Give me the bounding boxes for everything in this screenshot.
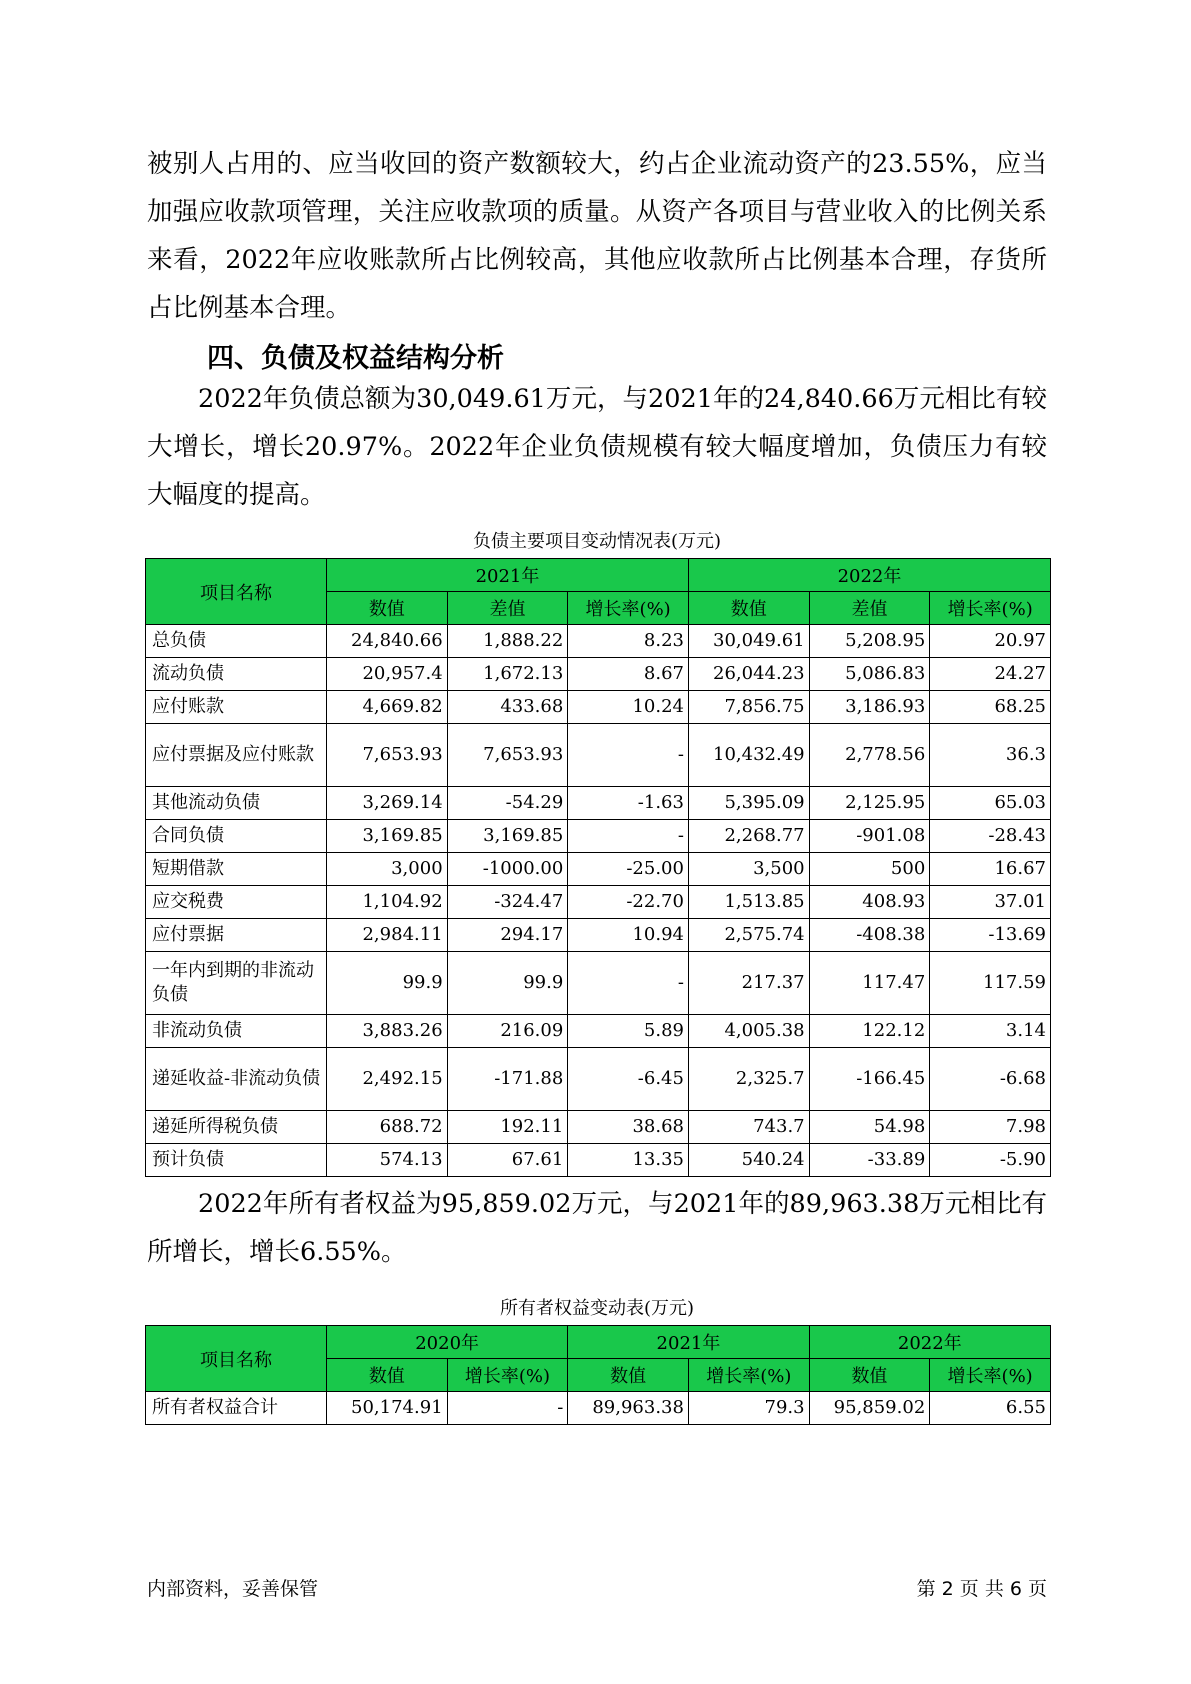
cell-rate-2022: -6.68 [930,1048,1051,1111]
table-row [146,1111,1051,1144]
cell-rate-2022: -13.69 [930,919,1051,952]
cell-value-2021: 7,653.93 [326,724,447,787]
row-name: 递延收益-非流动负债 [146,1048,327,1111]
cell-value-2021: 3,883.26 [326,1015,447,1048]
header-diff: 差值 [447,592,568,625]
cell-value-2021: 4,669.82 [326,691,447,724]
cell-value-2022: 2,325.7 [688,1048,809,1111]
cell-rate-2021: -25.00 [568,853,689,886]
cell-value-2022: 3,500 [688,853,809,886]
header-value: 数值 [688,592,809,625]
cell-value-2022: 217.37 [688,952,809,1015]
cell-rate-2022: -28.43 [930,820,1051,853]
table-row [146,724,1051,787]
cell-rate-2021: - [568,952,689,1015]
cell-value-2022: 2,575.74 [688,919,809,952]
table2-caption: 所有者权益变动表(万元) [499,1298,695,1319]
cell-value-2022: 743.7 [688,1111,809,1144]
cell-diff-2022: 5,086.83 [809,658,930,691]
row-name: 所有者权益合计 [146,1392,327,1425]
table-row [146,1015,1051,1048]
row-name: 其他流动负债 [146,787,327,820]
cell-diff-2022: -166.45 [809,1048,930,1111]
cell-value-2022: 95,859.02 [809,1392,930,1425]
cell-value-2022: 540.24 [688,1144,809,1177]
table-row [146,1392,1051,1425]
table-row [146,1048,1051,1111]
cell-diff-2021: -54.29 [447,787,568,820]
header-year-2021: 2021年 [568,1326,809,1359]
header-rate: 增长率(%) [688,1359,809,1392]
header-diff: 差值 [809,592,930,625]
page-number: 第 2 页 共 6 页 [916,1578,1047,1600]
cell-value-2021: 2,984.11 [326,919,447,952]
footer-confidential: 内部资料，妥善保管 [147,1578,319,1600]
header-year-2020: 2020年 [326,1326,567,1359]
header-value: 数值 [326,592,447,625]
cell-diff-2022: -33.89 [809,1144,930,1177]
cell-rate-2022: 3.14 [930,1015,1051,1048]
header-rate: 增长率(%) [930,1359,1051,1392]
table-row [146,952,1051,1015]
cell-diff-2021: 3,169.85 [447,820,568,853]
table-row [146,1144,1051,1177]
paragraph-receivables: 被别人占用的、应当收回的资产数额较大，约占企业流动资产的23.55%，应当加强应收款项管理，关注应收款项的质量。从资产各项目与营业收入的比例关系来看，2022年应收账款所占比例较高，其他应收款所占比例基本合理，存货所占比例基本合理。 [147,149,1047,323]
table-row [146,625,1051,658]
cell-diff-2022: 117.47 [809,952,930,1015]
header-value: 数值 [568,1359,689,1392]
cell-diff-2022: -408.38 [809,919,930,952]
table-row [146,820,1051,853]
cell-diff-2021: 99.9 [447,952,568,1015]
header-year-2021: 2021年 [326,559,688,592]
cell-value-2022: 4,005.38 [688,1015,809,1048]
cell-value-2021: 24,840.66 [326,625,447,658]
cell-rate-2021: 79.3 [688,1392,809,1425]
header-value: 数值 [326,1359,447,1392]
equity-table [145,1325,1051,1425]
cell-rate-2021: 38.68 [568,1111,689,1144]
cell-value-2020: 50,174.91 [326,1392,447,1425]
cell-value-2021: 20,957.4 [326,658,447,691]
row-name: 应付票据及应付账款 [146,724,327,787]
cell-value-2021: 574.13 [326,1144,447,1177]
cell-value-2021: 3,000 [326,853,447,886]
cell-rate-2022: 24.27 [930,658,1051,691]
header-year-2022: 2022年 [809,1326,1050,1359]
row-name: 应付票据 [146,919,327,952]
table1-caption: 负债主要项目变动情况表(万元) [472,531,722,552]
row-name: 应交税费 [146,886,327,919]
row-name: 应付账款 [146,691,327,724]
cell-diff-2022: 2,125.95 [809,787,930,820]
cell-diff-2022: 408.93 [809,886,930,919]
cell-rate-2022: 36.3 [930,724,1051,787]
cell-diff-2022: 122.12 [809,1015,930,1048]
header-rate: 增长率(%) [930,592,1051,625]
cell-rate-2022: 16.67 [930,853,1051,886]
cell-diff-2021: 7,653.93 [447,724,568,787]
cell-diff-2021: 67.61 [447,1144,568,1177]
liabilities-table [145,558,1051,1177]
cell-rate-2021: 5.89 [568,1015,689,1048]
table-row [146,853,1051,886]
header-item-name: 项目名称 [146,559,327,625]
cell-rate-2022: 68.25 [930,691,1051,724]
row-name: 预计负债 [146,1144,327,1177]
cell-rate-2021: - [568,820,689,853]
header-year-2022: 2022年 [688,559,1050,592]
section-heading: 四、负债及权益结构分析 [207,343,504,374]
cell-rate-2022: 37.01 [930,886,1051,919]
paragraph-liabilities: 2022年负债总额为30,049.61万元，与2021年的24,840.66万元相比有较大增长，增长20.97%。2022年企业负债规模有较大幅度增加，负债压力有较大幅度的提高。 [147,384,1047,510]
cell-diff-2022: 3,186.93 [809,691,930,724]
cell-value-2021: 99.9 [326,952,447,1015]
table-row [146,886,1051,919]
cell-value-2022: 30,049.61 [688,625,809,658]
cell-value-2022: 2,268.77 [688,820,809,853]
cell-value-2021: 3,269.14 [326,787,447,820]
row-name: 一年内到期的非流动负债 [146,952,327,1015]
cell-diff-2021: -324.47 [447,886,568,919]
cell-value-2022: 1,513.85 [688,886,809,919]
cell-rate-2021: 10.94 [568,919,689,952]
cell-diff-2022: 54.98 [809,1111,930,1144]
row-name: 短期借款 [146,853,327,886]
table-row [146,691,1051,724]
header-rate: 增长率(%) [568,592,689,625]
cell-diff-2021: -1000.00 [447,853,568,886]
cell-rate-2021: 8.23 [568,625,689,658]
row-name: 流动负债 [146,658,327,691]
cell-diff-2022: 500 [809,853,930,886]
cell-rate-2022: 20.97 [930,625,1051,658]
row-name: 非流动负债 [146,1015,327,1048]
cell-rate-2022: 117.59 [930,952,1051,1015]
cell-diff-2021: 1,888.22 [447,625,568,658]
cell-diff-2021: 216.09 [447,1015,568,1048]
cell-value-2021: 89,963.38 [568,1392,689,1425]
cell-rate-2021: 10.24 [568,691,689,724]
row-name: 总负债 [146,625,327,658]
cell-diff-2021: 433.68 [447,691,568,724]
cell-rate-2021: 8.67 [568,658,689,691]
cell-diff-2022: 5,208.95 [809,625,930,658]
cell-rate-2022: 7.98 [930,1111,1051,1144]
liabilities-table-body [146,625,1051,1177]
cell-rate-2021: -1.63 [568,787,689,820]
cell-diff-2022: -901.08 [809,820,930,853]
cell-rate-2022: -5.90 [930,1144,1051,1177]
header-value: 数值 [809,1359,930,1392]
cell-rate-2022: 65.03 [930,787,1051,820]
cell-diff-2021: 192.11 [447,1111,568,1144]
cell-diff-2022: 2,778.56 [809,724,930,787]
paragraph-equity: 2022年所有者权益为95,859.02万元，与2021年的89,963.38万元相比有所增长，增长6.55%。 [147,1189,1047,1267]
cell-rate-2021: -22.70 [568,886,689,919]
cell-diff-2021: 1,672.13 [447,658,568,691]
header-item-name: 项目名称 [146,1326,327,1392]
cell-value-2021: 2,492.15 [326,1048,447,1111]
cell-value-2022: 7,856.75 [688,691,809,724]
row-name: 合同负债 [146,820,327,853]
cell-rate-2022: 6.55 [930,1392,1051,1425]
table-row [146,919,1051,952]
cell-rate-2021: - [568,724,689,787]
cell-value-2021: 3,169.85 [326,820,447,853]
cell-value-2022: 5,395.09 [688,787,809,820]
row-name: 递延所得税负债 [146,1111,327,1144]
table-row [146,658,1051,691]
cell-diff-2021: 294.17 [447,919,568,952]
cell-rate-2021: -6.45 [568,1048,689,1111]
cell-rate-2020: - [447,1392,568,1425]
cell-value-2022: 26,044.23 [688,658,809,691]
cell-value-2021: 688.72 [326,1111,447,1144]
cell-value-2022: 10,432.49 [688,724,809,787]
cell-rate-2021: 13.35 [568,1144,689,1177]
cell-value-2021: 1,104.92 [326,886,447,919]
header-rate: 增长率(%) [447,1359,568,1392]
cell-diff-2021: -171.88 [447,1048,568,1111]
table-row [146,787,1051,820]
